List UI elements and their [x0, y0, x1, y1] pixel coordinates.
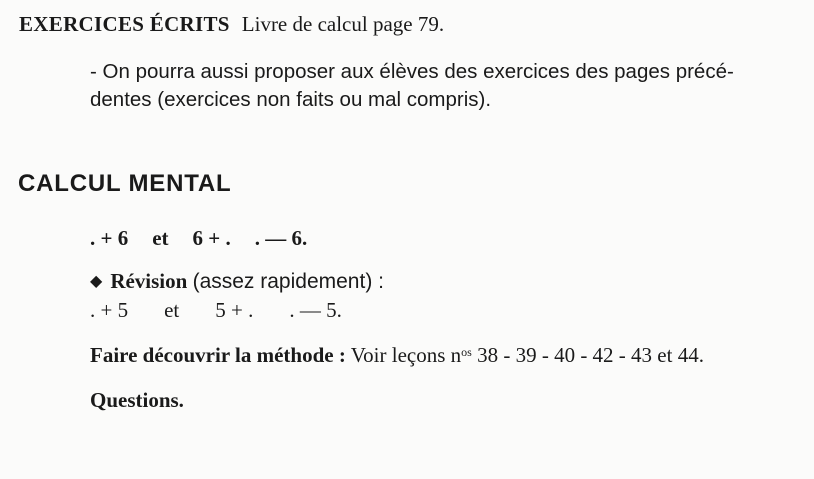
- exercises-note-line-1: - On pourra aussi proposer aux élèves des exercices des pages précé-: [90, 60, 734, 83]
- operation-and: et: [152, 226, 169, 250]
- revision-op-b: 5 + .: [215, 298, 254, 322]
- diamond-bullet-icon: ◆: [90, 273, 103, 290]
- section-label: EXERCICES ÉCRITS: [19, 12, 230, 36]
- operation-a: . + 6: [90, 226, 129, 250]
- revision-and: et: [164, 298, 180, 322]
- method-lessons: 38 - 39 - 40 - 42 - 43 et 44.: [477, 343, 704, 367]
- questions-label: Questions.: [90, 388, 184, 412]
- exercises-heading: [19, 12, 444, 37]
- exercises-note-line-2: dentes (exercices non faits ou mal compris).: [90, 88, 492, 111]
- revision-op-c: . — 5.: [289, 298, 342, 322]
- revision-operations-line: [90, 298, 342, 323]
- revision-op-a: . + 5: [90, 298, 129, 322]
- operation-b: 6 + .: [192, 226, 231, 250]
- revision-line: [90, 269, 384, 294]
- method-line: [90, 343, 704, 368]
- section-title: CALCUL MENTAL: [18, 170, 232, 197]
- method-prefix: Voir leçons n: [350, 343, 462, 367]
- operations-line: [90, 226, 307, 251]
- book-reference: Livre de calcul page 79.: [241, 12, 445, 36]
- method-label: Faire découvrir la méthode :: [90, 343, 346, 367]
- revision-label: Révision: [110, 269, 188, 293]
- method-superscript: os: [461, 345, 472, 359]
- operation-c: . — 6.: [254, 226, 308, 250]
- revision-detail: (assez rapidement) :: [192, 270, 384, 293]
